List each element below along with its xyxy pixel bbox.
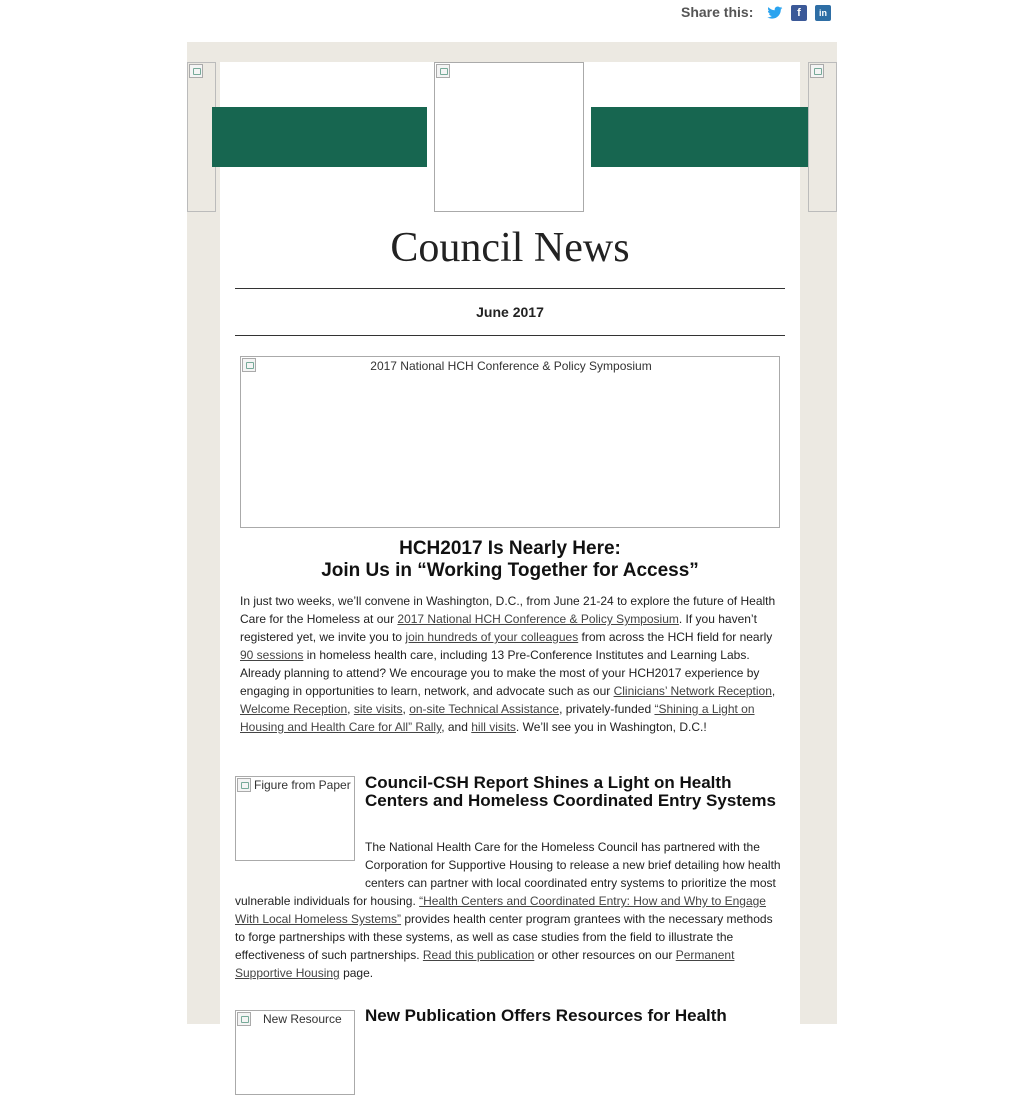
conference-banner-image[interactable] (240, 356, 780, 528)
text: , privately-funded (559, 702, 655, 716)
text: The National Health Care for the Homeless Council has partnered with the Corporation for Supportive Housing to release a new brief detailing how health centers can partner with local coordinated entry systems to prioritize the most vulnerable individuals for housing. (235, 840, 781, 908)
share-bar (0, 0, 1024, 42)
technical-assistance-link[interactable]: on-site Technical Assistance (409, 702, 560, 716)
broken-image-icon (189, 64, 203, 78)
facebook-icon[interactable]: f (791, 5, 807, 21)
broken-image-icon (237, 778, 251, 792)
text: in homeless health care, including 13 Pre-Conference Institutes and Learning Labs. Already planning to attend? We encourage you to make the most of your HCH2017 experience by engaging in opportunities to learn, network, and advocate such as our (240, 648, 760, 698)
twitter-icon[interactable] (767, 5, 783, 21)
text: provides health center program grantees with the necessary methods to forge partnerships with these systems, as well as case studies from the field to illustrate the effectiveness of such partnerships. (235, 912, 773, 962)
read-publication-link[interactable]: Read this publication (422, 948, 535, 962)
conference-link[interactable]: 2017 National HCH Conference & Policy Symposium (397, 612, 679, 626)
right-border-image (808, 62, 837, 212)
divider (235, 335, 785, 336)
logo-image (434, 62, 584, 212)
newsletter-title: Council News (390, 225, 630, 271)
sessions-link[interactable]: 90 sessions (240, 648, 304, 662)
permanent-supportive-housing-link[interactable]: Permanent Supportive Housing (235, 948, 735, 980)
feature-paragraph (240, 592, 780, 736)
header-band-right (591, 107, 808, 167)
text: , (402, 702, 410, 716)
feature-headline (220, 538, 800, 582)
text: , (771, 684, 776, 698)
text: . If you haven’t registered yet, we invite you to (240, 612, 757, 644)
linkedin-icon[interactable]: in (815, 5, 831, 21)
feature-headline-line-2: Join Us in “Working Together for Access” (321, 560, 699, 581)
welcome-reception-link[interactable]: Welcome Reception (240, 702, 348, 716)
text: or other resources on our (534, 948, 676, 962)
clinicians-reception-link[interactable]: Clinicians’ Network Reception (613, 684, 772, 698)
text: , and (441, 720, 472, 734)
conference-banner-alt: 2017 National HCH Conference & Policy Symposium (370, 359, 652, 373)
text: , (347, 702, 354, 716)
issue-date: June 2017 (476, 304, 544, 320)
broken-image-icon (810, 64, 824, 78)
text: from across the HCH field for nearly (578, 630, 773, 644)
share-label: Share this: (681, 4, 754, 20)
coordinated-entry-publication-link[interactable]: “Health Centers and Coordinated Entry: How and Why to Engage With Local Homeless Systems” (235, 894, 766, 926)
register-link[interactable]: join hundreds of your colleagues (405, 630, 579, 644)
story-2-title[interactable]: New Publication Offers Resources for Health (365, 1006, 727, 1025)
hill-visits-link[interactable]: hill visits (471, 720, 516, 734)
story-1-paragraph (235, 838, 785, 982)
divider (235, 288, 785, 289)
site-visits-link[interactable]: site visits (353, 702, 403, 716)
story-1-title[interactable]: Council-CSH Report Shines a Light on Health Centers and Homeless Coordinated Entry Systems (365, 773, 776, 810)
text: page. (339, 966, 374, 980)
rally-link[interactable]: “Shining a Light on Housing and Health Care for All” Rally (240, 702, 755, 734)
story-2-thumbnail-alt: New Resource (263, 1012, 342, 1026)
story-2-thumbnail[interactable] (235, 1010, 355, 1095)
thumbnail-spacer (235, 838, 365, 882)
broken-image-icon (436, 64, 450, 78)
feature-headline-line-1: HCH2017 Is Nearly Here: (399, 538, 621, 559)
header-band-left (212, 107, 427, 167)
text: In just two weeks, we’ll convene in Washington, D.C., from June 21-24 to explore the future of Health Care for the Homeless at our (240, 594, 776, 626)
story-1-thumbnail-alt: Figure from Paper (254, 778, 351, 792)
text: . We’ll see you in Washington, D.C.! (515, 720, 707, 734)
